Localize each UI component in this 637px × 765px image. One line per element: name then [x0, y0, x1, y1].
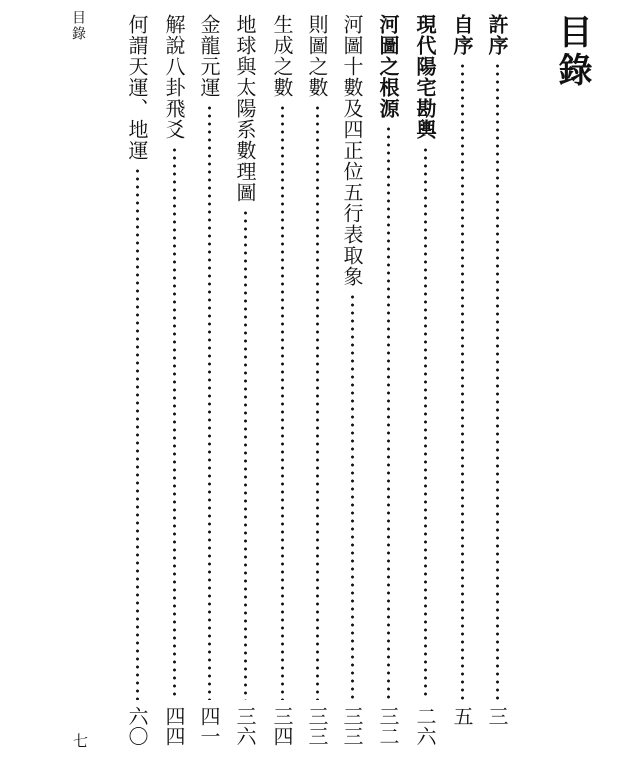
toc-entry-title: 自序	[450, 14, 474, 56]
toc-entry-page: 六〇	[125, 706, 149, 746]
toc-entry-title: 解說八卦飛爻	[162, 14, 186, 140]
toc-entry-generation-numbers[interactable]	[270, 14, 294, 754]
dot-leader	[208, 104, 211, 700]
toc-entry-heaven-earth-fortune[interactable]	[125, 14, 149, 754]
dot-leader	[496, 62, 499, 700]
toc-entry-page: 四一	[197, 706, 221, 746]
toc-entry-modern-geomancy[interactable]	[413, 14, 437, 754]
toc-entry-title: 金龍元運	[197, 14, 221, 98]
toc-entry-page: 二六	[413, 706, 437, 746]
toc-entry-title: 河圖之根源	[376, 14, 400, 119]
toc-entry-title: 則圖之數	[305, 14, 329, 98]
toc-entry-title: 許序	[485, 14, 509, 56]
dot-leader	[281, 104, 284, 700]
dot-leader	[136, 167, 139, 700]
toc-entry-page: 三	[485, 706, 509, 726]
toc-entry-title: 河圖十數及四正位五行表取象	[340, 14, 364, 287]
toc-entry-page: 三六	[233, 706, 257, 746]
toc-entry-title: 生成之數	[270, 14, 294, 98]
toc-entry-preface-xu[interactable]	[485, 14, 509, 754]
toc-entry-bagua-flying[interactable]	[162, 14, 186, 754]
toc-entry-golden-dragon[interactable]	[197, 14, 221, 754]
toc-entry-hetu-origin[interactable]	[376, 14, 400, 754]
dot-leader	[387, 125, 390, 700]
toc-entry-preface-author[interactable]	[450, 14, 474, 754]
toc-entry-page: 三四	[270, 706, 294, 746]
toc-entry-hetu-numbers[interactable]	[340, 14, 364, 754]
toc-title: 目錄	[552, 14, 592, 90]
page-folio: 七	[71, 733, 89, 748]
dot-leader	[173, 146, 176, 700]
dot-leader	[424, 146, 427, 700]
toc-entry-zetu-numbers[interactable]	[305, 14, 329, 754]
toc-entry-page: 三三	[305, 706, 329, 746]
toc-entry-page: 五	[450, 706, 474, 726]
toc-entry-title: 地球與太陽系數理圖	[233, 14, 257, 203]
dot-leader	[244, 209, 247, 700]
toc-entry-title: 何謂天運、地運	[125, 14, 149, 161]
toc-entry-earth-solar-chart[interactable]	[233, 14, 257, 754]
toc-entry-page: 三二	[376, 706, 400, 746]
toc-entry-page: 四四	[162, 706, 186, 746]
running-head: 目錄	[70, 10, 86, 42]
dot-leader	[316, 104, 319, 700]
toc-entry-title: 現代陽宅勘輿	[413, 14, 437, 140]
toc-entry-page: 三三	[340, 706, 364, 746]
dot-leader	[461, 62, 464, 700]
dot-leader	[351, 293, 354, 700]
